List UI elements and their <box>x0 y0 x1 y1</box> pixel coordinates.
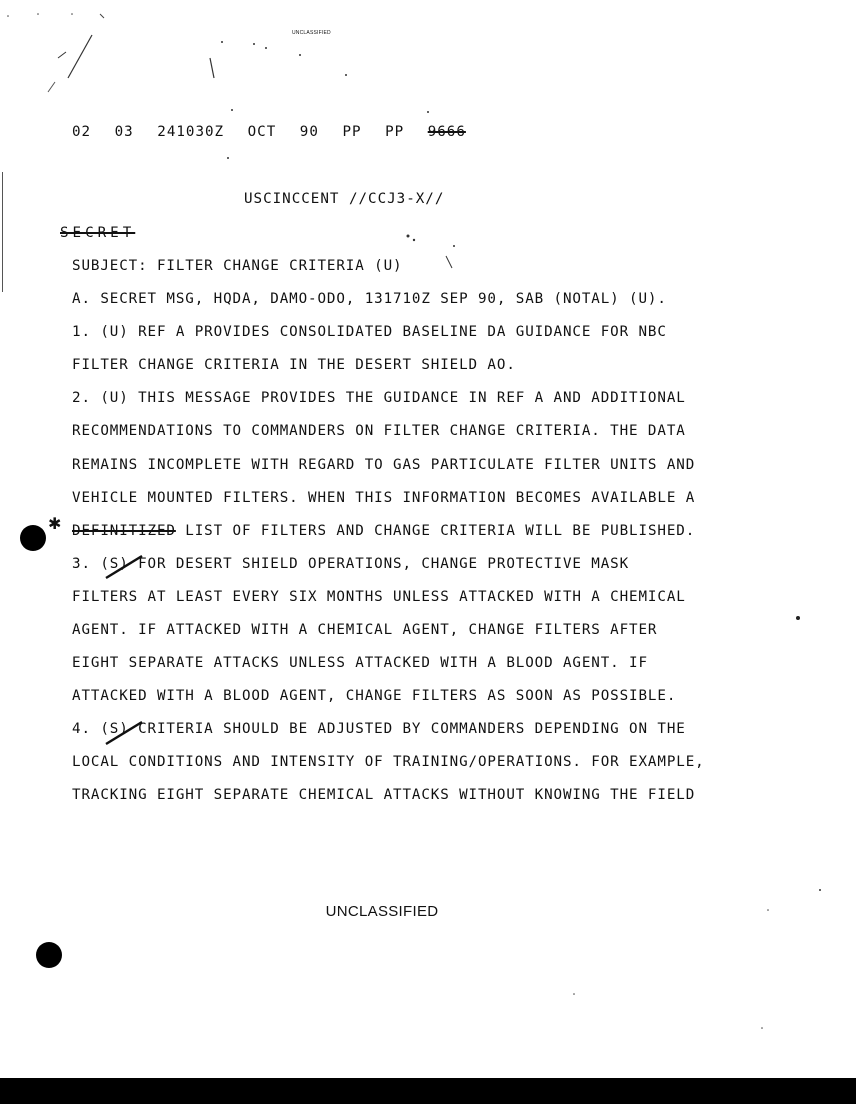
body-line: TRACKING EIGHT SEPARATE CHEMICAL ATTACKS WITHOUT KNOWING THE FIELD <box>72 787 696 803</box>
subject-line: SUBJECT: FILTER CHANGE CRITERIA (U) <box>72 258 403 274</box>
struck-word: DEFINITIZED <box>72 523 176 539</box>
punch-hole-icon <box>20 525 46 551</box>
body-line: 2. (U) THIS MESSAGE PROVIDES THE GUIDANCE IN REF A AND ADDITIONAL <box>72 390 686 406</box>
header-field: PP <box>342 124 362 140</box>
punch-hole-icon <box>36 942 62 968</box>
header-field: 03 <box>114 124 134 140</box>
addressee: USCINCCENT //CCJ3-X// <box>244 191 445 207</box>
body-line: EIGHT SEPARATE ATTACKS UNLESS ATTACKED WITH A BLOOD AGENT. IF <box>72 655 648 671</box>
header-field: 90 <box>299 124 319 140</box>
body-line: 4. (S) CRITERIA SHOULD BE ADJUSTED BY COMMANDERS DEPENDING ON THE <box>72 721 686 737</box>
scan-bottom-edge <box>0 1078 856 1104</box>
scan-edge-line <box>2 172 3 292</box>
body-line: FILTER CHANGE CRITERIA IN THE DESERT SHIELD AO. <box>72 357 516 373</box>
body-line: FILTERS AT LEAST EVERY SIX MONTHS UNLESS ATTACKED WITH A CHEMICAL <box>72 589 686 605</box>
body-line-with-strike <box>72 524 695 538</box>
body-line: LOCAL CONDITIONS AND INTENSITY OF TRAINING/OPERATIONS. FOR EXAMPLE, <box>72 754 705 770</box>
handwritten-mark-icon: ✱ <box>48 514 62 533</box>
message-header <box>72 124 480 140</box>
footer-classification: UNCLASSIFIED <box>325 903 439 920</box>
body-line: RECOMMENDATIONS TO COMMANDERS ON FILTER CHANGE CRITERIA. THE DATA <box>72 423 686 439</box>
body-line: AGENT. IF ATTACKED WITH A CHEMICAL AGENT, CHANGE FILTERS AFTER <box>72 622 658 638</box>
top-classification-label: UNCLASSIFIED <box>292 30 331 36</box>
header-field: 241030Z <box>157 124 225 140</box>
header-field: 02 <box>72 124 92 140</box>
body-line: 1. (U) REF A PROVIDES CONSOLIDATED BASELINE DA GUIDANCE FOR NBC <box>72 324 667 340</box>
body-line: ATTACKED WITH A BLOOD AGENT, CHANGE FILTERS AS SOON AS POSSIBLE. <box>72 688 677 704</box>
header-field: PP <box>385 124 405 140</box>
body-line: REMAINS INCOMPLETE WITH REGARD TO GAS PARTICULATE FILTER UNITS AND <box>72 457 696 473</box>
body-line: VEHICLE MOUNTED FILTERS. WHEN THIS INFORMATION BECOMES AVAILABLE A <box>72 490 696 506</box>
header-struck-field: 9666 <box>427 124 466 140</box>
body-line-rest: LIST OF FILTERS AND CHANGE CRITERIA WILL BE PUBLISHED. <box>175 523 696 539</box>
header-field: OCT <box>247 124 277 140</box>
struck-classification: SECRET <box>60 225 136 241</box>
reference-line: A. SECRET MSG, HQDA, DAMO-ODO, 131710Z SEP 90, SAB (NOTAL) (U). <box>72 291 667 307</box>
body-line: 3. (S) FOR DESERT SHIELD OPERATIONS, CHANGE PROTECTIVE MASK <box>72 556 630 572</box>
